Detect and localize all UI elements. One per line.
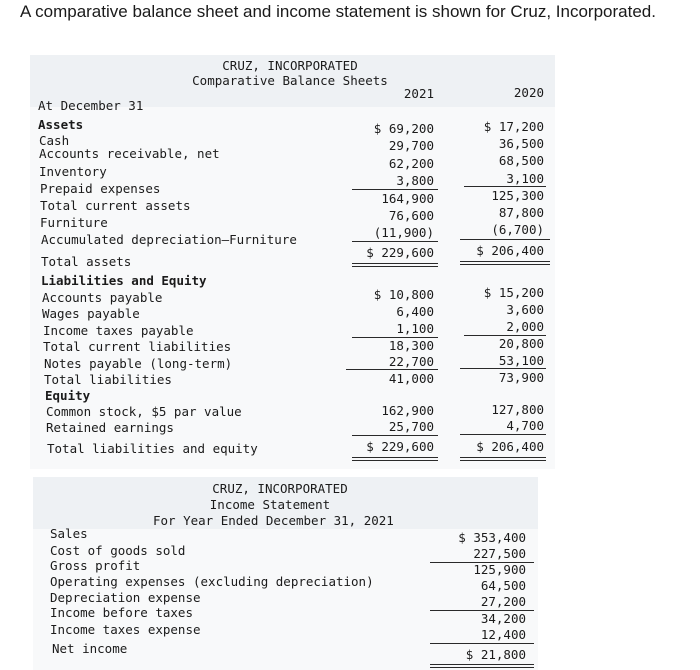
bs-liab-heading: Liabilities and Equity — [41, 273, 207, 288]
bs-row-2021: (11,900) — [373, 225, 434, 240]
double-rule-net-income — [430, 664, 534, 668]
bs-row-2021: 62,200 — [388, 156, 434, 171]
is-row-value: 125,900 — [473, 562, 526, 577]
rule-current-assets — [352, 189, 438, 190]
rule-total-assets — [460, 239, 550, 240]
rule-net-income — [430, 643, 534, 644]
bs-row-2021: 162,900 — [381, 403, 434, 418]
bs-row-label: Accounts receivable, net — [39, 146, 220, 161]
bs-title: Comparative Balance Sheets — [192, 73, 388, 88]
bs-row-label: Prepaid expenses — [40, 181, 161, 196]
bs-row-label: Total current liabilities — [43, 339, 232, 354]
bs-assets-heading: Assets — [38, 117, 84, 132]
bs-row-2020: 68,500 — [498, 153, 544, 168]
is-period: For Year Ended December 31, 2021 — [153, 513, 394, 528]
bs-row-2021: $ 69,200 — [373, 121, 434, 136]
bs-row-label: Accumulated depreciation—Furniture — [41, 232, 297, 247]
bs-row-2021: 3,800 — [396, 173, 434, 188]
bs-row-label: Total liabilities and equity — [47, 441, 258, 456]
bs-row-2020: 3,100 — [506, 171, 544, 186]
bs-row-2021: 164,900 — [381, 191, 434, 206]
rule-total-liab-equity — [352, 435, 438, 436]
bs-row-2021: $ 229,600 — [366, 439, 434, 454]
bs-date-label: At December 31 — [38, 98, 144, 113]
is-row-label: Net income — [52, 641, 128, 656]
bs-row-2021: $ 10,800 — [373, 287, 434, 302]
is-row-label: Cost of goods sold — [50, 543, 186, 558]
bs-year-2021: 2021 — [403, 86, 434, 101]
bs-row-2020: $ 206,400 — [476, 243, 544, 258]
rule-total-liabilities — [460, 368, 546, 369]
bs-row-2021: 1,100 — [396, 321, 434, 336]
bs-row-label: Income taxes payable — [43, 323, 194, 338]
bs-row-2020: $ 17,200 — [483, 119, 544, 134]
bs-row-2020: 87,800 — [498, 205, 544, 220]
bs-row-2020: 3,600 — [506, 302, 544, 317]
bs-row-2020: 125,300 — [491, 188, 544, 203]
bs-row-2021: 76,600 — [388, 208, 434, 223]
bs-row-2020: 53,100 — [498, 353, 544, 368]
bs-row-label: Retained earnings — [46, 420, 174, 435]
bs-company: CRUZ, INCORPORATED — [222, 58, 358, 73]
bs-row-2020: (6,700) — [491, 222, 544, 237]
is-row-value: 27,200 — [480, 594, 526, 609]
bs-row-label: Accounts payable — [42, 290, 163, 305]
bs-row-2021: 18,300 — [388, 338, 434, 353]
is-row-label: Operating expenses (excluding depreciation) — [50, 574, 374, 589]
is-company: CRUZ, INCORPORATED — [212, 481, 348, 496]
is-row-label: Depreciation expense — [50, 590, 201, 605]
bs-row-label: Notes payable (long-term) — [44, 356, 233, 371]
bs-row-label: Inventory — [39, 164, 107, 179]
intro-text: A comparative balance sheet and income statement is shown for Cruz, Incorporated. — [20, 2, 656, 21]
double-rule-total-liab-equity — [352, 457, 438, 461]
rule-total-liabilities — [346, 369, 438, 370]
bs-equity-heading: Equity — [45, 388, 91, 403]
bs-row-label: Common stock, $5 par value — [46, 404, 242, 419]
bs-row-label: Furniture — [40, 215, 108, 230]
bs-row-label: Total assets — [41, 254, 132, 269]
bs-row-2020: 36,500 — [498, 136, 544, 151]
bs-row-2021: 41,000 — [388, 371, 434, 386]
is-row-label: Sales — [50, 526, 88, 541]
bs-row-2020: $ 15,200 — [483, 285, 544, 300]
bs-row-2021: $ 229,600 — [366, 245, 434, 260]
bs-row-2021: 29,700 — [388, 138, 434, 153]
bs-row-2020: 2,000 — [506, 319, 544, 334]
is-row-value: $ 21,800 — [465, 647, 526, 662]
is-row-value: 64,500 — [480, 578, 526, 593]
is-title: Income Statement — [209, 497, 331, 512]
bs-row-label: Wages payable — [42, 306, 140, 321]
rule-total-liab-equity — [460, 434, 546, 435]
is-row-label: Income before taxes — [50, 605, 193, 620]
bs-row-2020: $ 206,400 — [476, 439, 544, 454]
double-rule-total-assets — [352, 263, 438, 267]
is-row-value: 34,200 — [480, 611, 526, 626]
bs-row-label: Total liabilities — [44, 372, 172, 387]
is-row-label: Gross profit — [50, 558, 141, 573]
bs-row-2021: 22,700 — [388, 354, 434, 369]
bs-row-2020: 20,800 — [498, 336, 544, 351]
bs-row-label: Total current assets — [40, 198, 191, 213]
bs-year-2020: 2020 — [513, 85, 544, 100]
double-rule-total-liab-equity — [460, 457, 546, 461]
rule-total-assets — [352, 241, 438, 242]
is-row-value: 227,500 — [473, 546, 526, 561]
rule-current-assets — [464, 186, 546, 187]
bs-row-2020: 4,700 — [506, 418, 544, 433]
bs-row-2021: 25,700 — [388, 419, 434, 434]
is-row-label: Income taxes expense — [50, 622, 201, 637]
bs-row-2021: 6,400 — [396, 304, 434, 319]
bs-row-2020: 127,800 — [491, 402, 544, 417]
double-rule-total-assets — [460, 261, 550, 265]
is-row-value: 12,400 — [480, 627, 526, 642]
bs-row-2020: 73,900 — [498, 370, 544, 385]
is-row-value: $ 353,400 — [458, 530, 526, 545]
bs-row-label: Cash — [39, 133, 70, 148]
